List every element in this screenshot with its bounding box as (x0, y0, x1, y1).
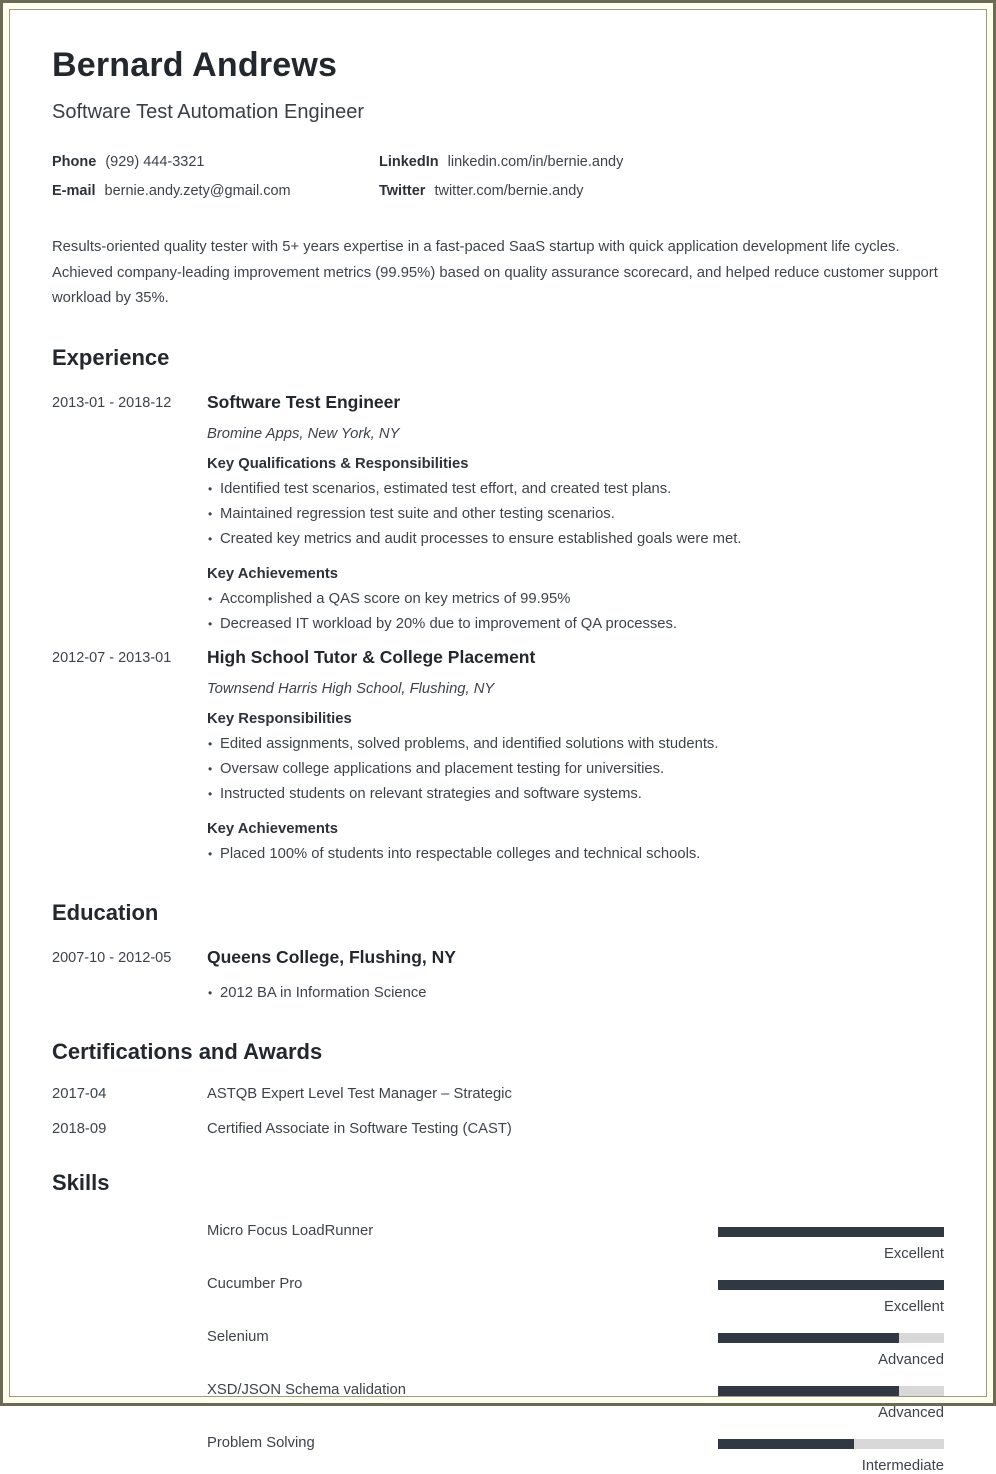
skill-level: Advanced (878, 1351, 944, 1368)
certification-row (52, 1086, 944, 1102)
school-name: Queens College, Flushing, NY (207, 946, 456, 967)
skill-bar-track (718, 1439, 944, 1449)
skill-name: Cucumber Pro (207, 1275, 303, 1292)
job-company: Townsend Harris High School, Flushing, NY (207, 680, 495, 697)
bullet-item: • Edited assignments, solved problems, and identified solutions with students. (207, 732, 944, 757)
skill-row (207, 1434, 944, 1474)
job-company: Bromine Apps, New York, NY (207, 425, 400, 442)
skill-name: Selenium (207, 1328, 269, 1345)
skill-row (207, 1328, 944, 1368)
contact-phone (52, 154, 379, 170)
skill-name: Problem Solving (207, 1434, 315, 1451)
certification-name: ASTQB Expert Level Test Manager – Strategic (207, 1085, 512, 1102)
skill-bar-fill (718, 1439, 854, 1449)
skill-bar-fill (718, 1227, 944, 1237)
skill-name: XSD/JSON Schema validation (207, 1381, 407, 1398)
candidate-name: Bernard Andrews (52, 46, 338, 84)
bullet-item: • Accomplished a QAS score on key metrics of 99.95% (207, 587, 944, 612)
section-heading-experience: Experience (52, 344, 170, 370)
bullet-list (207, 732, 944, 807)
job-title: Software Test Engineer (207, 391, 401, 412)
contact-email-value: bernie.andy.zety@gmail.com (104, 183, 291, 199)
contact-phone-label: Phone (52, 154, 97, 170)
education-details (207, 947, 944, 1006)
group-heading: Key Qualifications & Responsibilities (207, 455, 469, 472)
bullet-item: • Maintained regression test suite and other testing scenarios. (207, 502, 944, 527)
contact-twitter (379, 183, 944, 199)
professional-summary: Results-oriented quality tester with 5+ years expertise in a fast-paced SaaS startup with quick application development life cycles. Achieved company-leading improvement metrics (99.95%) based on quality assurance scorecard, and helped reduce customer support workload by 35%. (52, 239, 938, 306)
bullet-list (207, 842, 944, 867)
group-heading: Key Achievements (207, 565, 339, 582)
contact-email-label: E-mail (52, 183, 96, 199)
education-dates: 2007-10 - 2012-05 (52, 949, 172, 966)
skill-bar-track (718, 1386, 944, 1396)
contact-info (52, 154, 944, 199)
experience-entry (52, 392, 944, 637)
bullet-item: • Created key metrics and audit processes to ensure established goals were met. (207, 527, 944, 552)
skill-meter (718, 1381, 944, 1421)
resume-content (9, 9, 987, 1474)
skill-row (207, 1222, 944, 1262)
experience-entry (52, 647, 944, 867)
section-heading-education: Education (52, 899, 159, 925)
experience-dates: 2013-01 - 2018-12 (52, 394, 172, 411)
bullet-list (207, 587, 944, 637)
skill-bar-track (718, 1280, 944, 1290)
bullet-list (207, 477, 944, 552)
section-heading-certifications: Certifications and Awards (52, 1038, 323, 1064)
bullet-item: • Oversaw college applications and placement testing for universities. (207, 757, 944, 782)
experience-details (207, 392, 944, 637)
education-entry (52, 947, 944, 1006)
skill-row (207, 1381, 944, 1421)
bullet-item: • Instructed students on relevant strategies and software systems. (207, 782, 944, 807)
candidate-title: Software Test Automation Engineer (52, 101, 365, 123)
skill-level: Advanced (878, 1404, 944, 1421)
bullet-item: • Identified test scenarios, estimated test effort, and created test plans. (207, 477, 944, 502)
skill-bar-fill (718, 1280, 944, 1290)
skill-level: Intermediate (861, 1457, 944, 1474)
skill-row (207, 1275, 944, 1315)
experience-details (207, 647, 944, 867)
contact-linkedin (379, 154, 944, 170)
certification-date: 2017-04 (52, 1085, 107, 1102)
skill-bar-track (718, 1227, 944, 1237)
contact-email (52, 183, 379, 199)
contact-linkedin-value: linkedin.com/in/bernie.andy (447, 154, 624, 170)
certification-date: 2018-09 (52, 1120, 107, 1137)
group-heading: Key Responsibilities (207, 710, 352, 727)
contact-twitter-label: Twitter (379, 183, 426, 199)
contact-linkedin-label: LinkedIn (379, 154, 439, 170)
bullet-item: • 2012 BA in Information Science (207, 981, 944, 1006)
group-heading: Key Achievements (207, 820, 339, 837)
certification-row (52, 1121, 944, 1137)
section-heading-skills: Skills (52, 1169, 110, 1195)
skill-level: Excellent (883, 1298, 944, 1315)
job-title: High School Tutor & College Placement (207, 646, 536, 667)
contact-twitter-value: twitter.com/bernie.andy (434, 183, 584, 199)
bullet-list (207, 981, 944, 1006)
certification-name: Certified Associate in Software Testing (CAST) (207, 1120, 512, 1137)
contact-phone-value: (929) 444-3321 (105, 154, 205, 170)
bullet-item: • Decreased IT workload by 20% due to improvement of QA processes. (207, 612, 944, 637)
skill-meter (718, 1328, 944, 1368)
skill-bar-fill (718, 1333, 899, 1343)
skill-meter (718, 1434, 944, 1474)
skill-name: Micro Focus LoadRunner (207, 1222, 374, 1239)
skill-meter (718, 1222, 944, 1262)
skill-level: Excellent (883, 1245, 944, 1262)
skill-bar-fill (718, 1386, 899, 1396)
skill-meter (718, 1275, 944, 1315)
experience-dates: 2012-07 - 2013-01 (52, 649, 172, 666)
bullet-item: • Placed 100% of students into respectable colleges and technical schools. (207, 842, 944, 867)
skill-bar-track (718, 1333, 944, 1343)
